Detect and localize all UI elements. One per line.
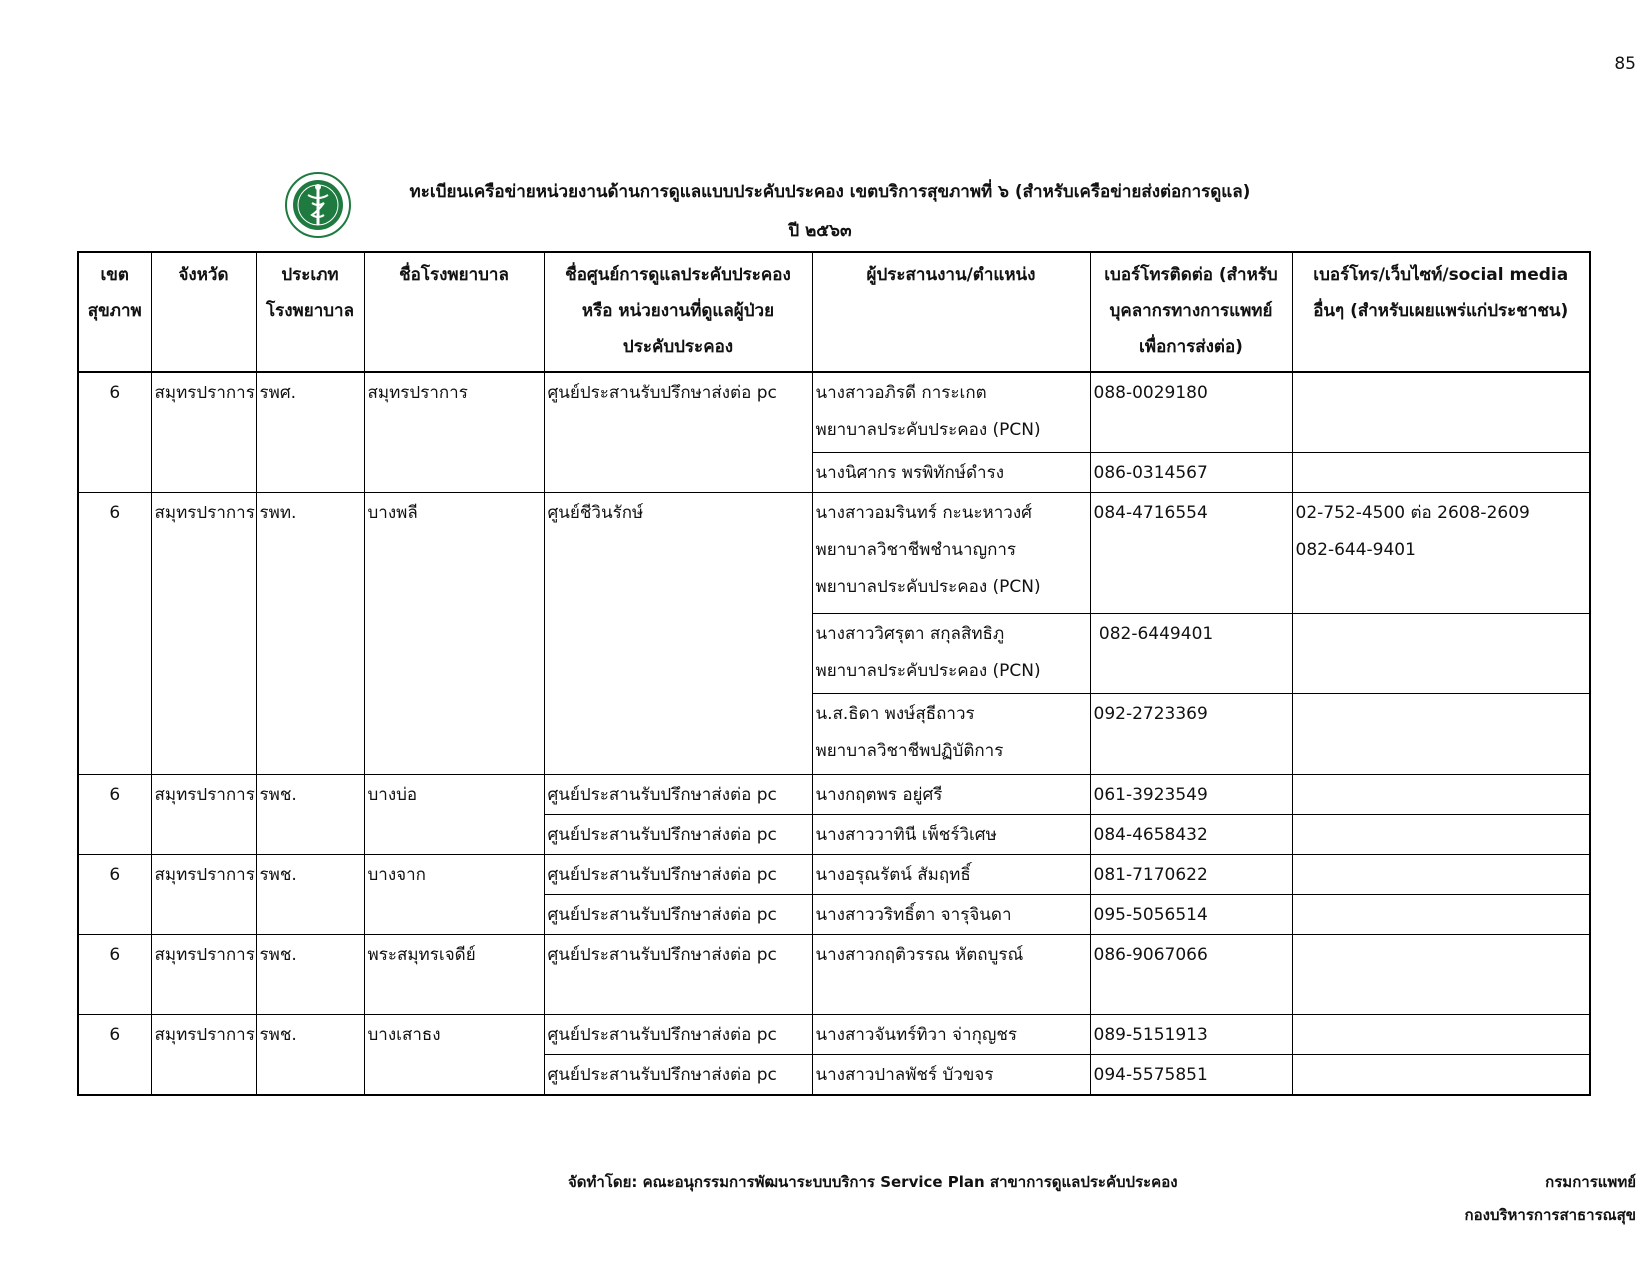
referral-phone-cell: 084-4716554 [1090,492,1292,613]
hospital-name-cell: บางเสาธง [364,1014,544,1095]
header-coordinator: ผู้ประสานงาน/ตำแหน่ง [812,252,1090,372]
province-cell: สมุทรปราการ [151,854,256,934]
care-center-cell: ศูนย์ประสานรับปรึกษาส่งต่อ pc [544,934,812,1014]
care-center-cell: ศูนย์ประสานรับปรึกษาส่งต่อ pc [544,854,812,894]
public-contact-cell [1292,1014,1590,1054]
table-row [78,1014,1590,1054]
coordinator-cell: นางสาวจันทร์ทิวา จ่ากุญชร [812,1014,1090,1054]
region-cell: 6 [78,934,151,1014]
coordinator-cell: นางนิศากร พรพิทักษ์ดำรง [812,452,1090,492]
hospital-name-cell: บางจาก [364,854,544,934]
hospital-type-cell: รพท. [256,492,364,774]
header-public-contact: เบอร์โทร/เว็บไซท์/social media อื่นๆ (สำหรับเผยแพร่แก่ประชาชน) [1292,252,1590,372]
header-province: จังหวัด [151,252,256,372]
public-contact-cell [1292,894,1590,934]
coordinator-cell: นางสาวกฤติวรรณ หัตถบูรณ์ [812,934,1090,1014]
province-cell: สมุทรปราการ [151,1014,256,1095]
referral-phone-cell: 092-2723369 [1090,693,1292,774]
region-cell: 6 [78,774,151,854]
public-contact-cell [1292,452,1590,492]
public-contact-cell [1292,854,1590,894]
region-cell: 6 [78,492,151,774]
hospital-type-cell: รพช. [256,854,364,934]
referral-phone-cell: 089-5151913 [1090,1014,1292,1054]
public-contact-cell [1292,613,1590,693]
province-cell: สมุทรปราการ [151,934,256,1014]
public-contact-cell [1292,372,1590,452]
region-cell: 6 [78,372,151,492]
care-center-cell: ศูนย์ประสานรับปรึกษาส่งต่อ pc [544,1014,812,1054]
care-center-cell: ศูนย์ประสานรับปรึกษาส่งต่อ pc [544,1054,812,1095]
referral-phone-cell: 086-9067066 [1090,934,1292,1014]
region-cell: 6 [78,854,151,934]
hospital-name-cell: พระสมุทรเจดีย์ [364,934,544,1014]
coordinator-cell: นางสาวปาลพัชร์ บัวขจร [812,1054,1090,1095]
region-cell: 6 [78,1014,151,1095]
header-care-center: ชื่อศูนย์การดูแลประคับประคอง หรือ หน่วยงานที่ดูแลผู้ป่วย ประคับประคอง [544,252,812,372]
public-contact-cell: 02-752-4500 ต่อ 2608-2609 082-644-9401 [1292,492,1590,613]
table-row [78,854,1590,894]
public-contact-cell [1292,934,1590,1014]
footer-prepared-by: จัดทำโดย: คณะอนุกรรมการพัฒนาระบบบริการ Service Plan สาขาการดูแลประคับประคอง [568,1173,1178,1191]
page-number: 85 [1614,54,1636,74]
care-center-cell: ศูนย์ชีวินรักษ์ [544,492,812,774]
care-center-cell: ศูนย์ประสานรับปรึกษาส่งต่อ pc [544,774,812,814]
province-cell: สมุทรปราการ [151,492,256,774]
hospital-type-cell: รพช. [256,934,364,1014]
header-referral-phone: เบอร์โทรติดต่อ (สำหรับ บุคลากรทางการแพทย์ เพื่อการส่งต่อ) [1090,252,1292,372]
province-cell: สมุทรปราการ [151,774,256,854]
referral-phone-cell: 082-6449401 [1090,613,1292,693]
coordinator-cell: น.ส.ธิดา พงษ์สุธีถาวร พยาบาลวิชาชีพปฏิบัติการ [812,693,1090,774]
table-header-row [78,252,1590,372]
coordinator-cell: นางสาวอภิรดี การะเกต พยาบาลประคับประคอง (PCN) [812,372,1090,452]
table-body [78,372,1590,1095]
registry-table [77,251,1591,1096]
coordinator-cell: นางสาววาทินี เพ็ชร์วิเศษ [812,814,1090,854]
footer-org-line2: กองบริหารการสาธารณสุข [1464,1206,1636,1224]
coordinator-cell: นางสาววริทธิ์ตา จารุจินดา [812,894,1090,934]
coordinator-cell: นางอรุณรัตน์ สัมฤทธิ์ [812,854,1090,894]
public-contact-cell [1292,814,1590,854]
care-center-cell: ศูนย์ประสานรับปรึกษาส่งต่อ pc [544,814,812,854]
header-hospital-type: ประเภท โรงพยาบาล [256,252,364,372]
table-row [78,774,1590,814]
hospital-type-cell: รพช. [256,774,364,854]
document-title: ทะเบียนเครือข่ายหน่วยงานด้านการดูแลแบบประคับประคอง เขตบริการสุขภาพที่ ๖ (สำหรับเครือข่ายส่งต่อการดูแล) [409,182,1251,202]
care-center-cell: ศูนย์ประสานรับปรึกษาส่งต่อ pc [544,372,812,492]
coordinator-cell: นางสาวอมรินทร์ กะนะหาวงศ์ พยาบาลวิชาชีพชำนาญการ พยาบาลประคับประคอง (PCN) [812,492,1090,613]
header-hospital-name: ชื่อโรงพยาบาล [364,252,544,372]
referral-phone-cell: 088-0029180 [1090,372,1292,452]
public-contact-cell [1292,1054,1590,1095]
coordinator-cell: นางสาววิศรุตา สกุลสิทธิภู พยาบาลประคับประคอง (PCN) [812,613,1090,693]
public-contact-cell [1292,774,1590,814]
table-row [78,372,1590,452]
referral-phone-cell: 061-3923549 [1090,774,1292,814]
header-region: เขต สุขภาพ [78,252,151,372]
referral-phone-cell: 084-4658432 [1090,814,1292,854]
hospital-name-cell: บางบ่อ [364,774,544,854]
hospital-type-cell: รพศ. [256,372,364,492]
care-center-cell: ศูนย์ประสานรับปรึกษาส่งต่อ pc [544,894,812,934]
public-contact-cell [1292,693,1590,774]
coordinator-cell: นางกฤตพร อยู่ศรี [812,774,1090,814]
table-row [78,492,1590,613]
hospital-name-cell: บางพลี [364,492,544,774]
ministry-seal-icon [284,171,352,239]
hospital-name-cell: สมุทรปราการ [364,372,544,492]
document-subtitle: ปี ๒๕๖๓ [788,221,852,241]
referral-phone-cell: 095-5056514 [1090,894,1292,934]
table-row [78,934,1590,1014]
hospital-type-cell: รพช. [256,1014,364,1095]
referral-phone-cell: 094-5575851 [1090,1054,1292,1095]
referral-phone-cell: 081-7170622 [1090,854,1292,894]
referral-phone-cell: 086-0314567 [1090,452,1292,492]
province-cell: สมุทรปราการ [151,372,256,492]
footer-org-line1: กรมการแพทย์ [1545,1173,1636,1191]
